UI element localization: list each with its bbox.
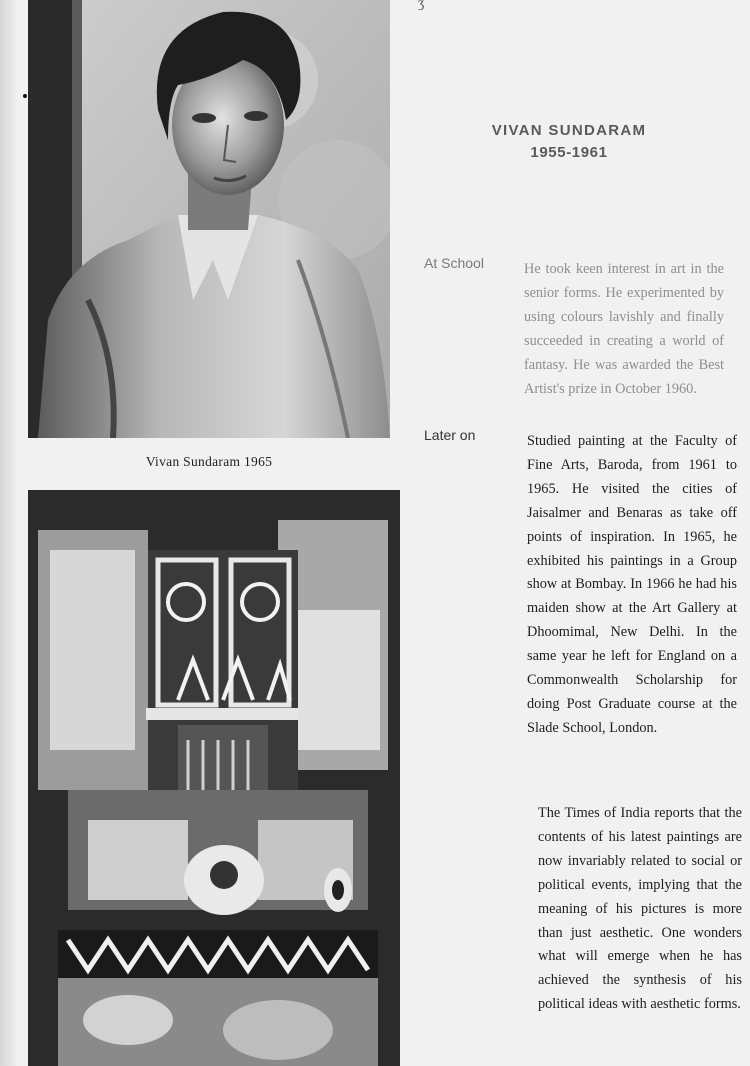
photo-caption: Vivan Sundaram 1965 xyxy=(145,454,273,469)
pencil-mark: ʒ xyxy=(418,0,425,11)
painting-image xyxy=(28,490,400,1066)
later-on-text: Studied painting at the Faculty of Fine Arts, Baroda, from 1961 to 1965. He visited the cities of Jaisalmer and Benaras as take off points of inspiration. In 1965, he exhibited his paintings in a Group show at Bombay. In 1966 he had his maiden show at the Art Gallery at Dhoomimal, New Delhi. In the same year he left for England on a Commonwealth Scholarship for doing Post Graduate course at the Slade School, London. xyxy=(527,433,737,736)
portrait-photo xyxy=(28,0,390,438)
later-on-label: Later on xyxy=(424,427,476,443)
artist-years: 1955-1961 xyxy=(530,144,608,161)
times-of-india-text: The Times of India reports that the contents of his latest paintings are now invariably related to social or political events, implying that the meaning of his pictures is more than just aesthetic. One wonders what will emerge when he has achieved the synthesis of his political ideas with aesthetic forms. xyxy=(538,805,742,1013)
at-school-text: He took keen interest in art in the senior forms. He experimented by using colours lavishly and finally succeeded in creating a world of fantasy. He was awarded the Best Artist's prize in October 1960. xyxy=(524,261,724,397)
at-school-label: At School xyxy=(424,255,484,271)
punch-hole xyxy=(23,94,27,98)
page-title xyxy=(440,120,698,164)
artist-name: VIVAN SUNDARAM xyxy=(491,122,647,139)
binding-shadow xyxy=(0,0,18,1066)
